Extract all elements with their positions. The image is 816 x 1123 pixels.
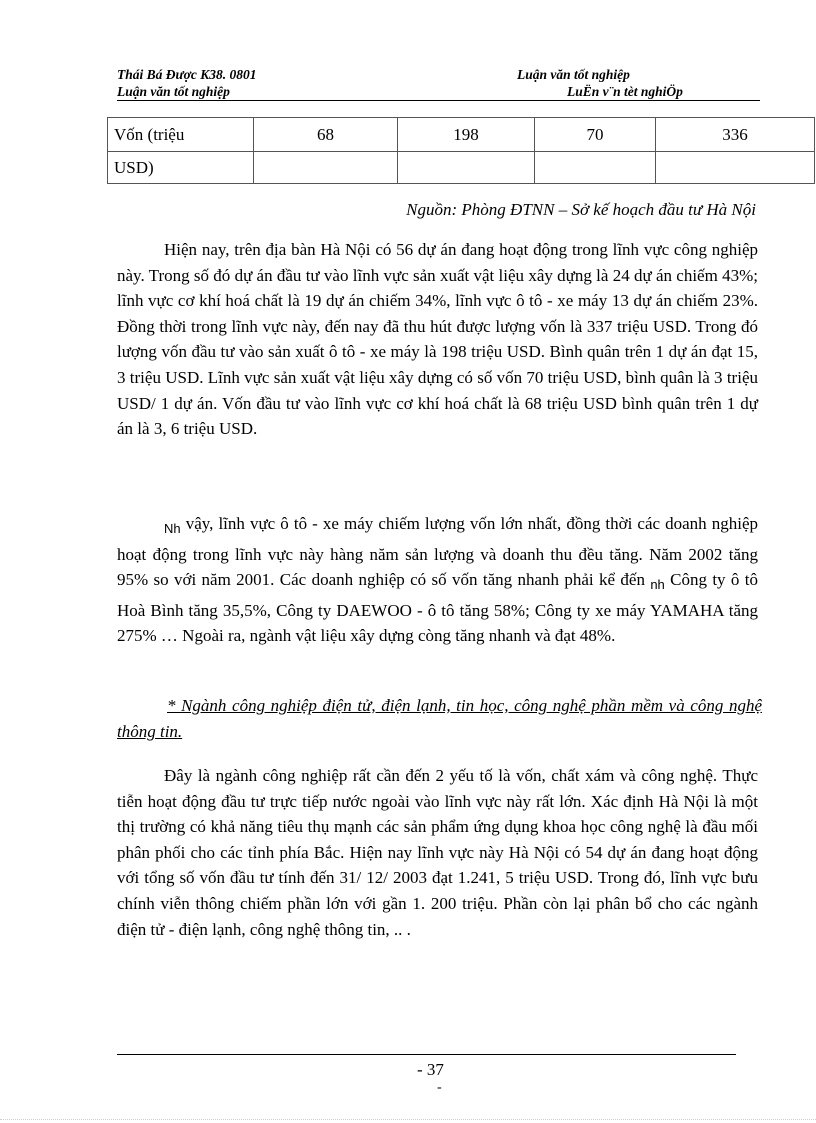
table-row: [108, 118, 815, 152]
page-bottom-border: [0, 1119, 816, 1120]
page-number: - 37: [417, 1060, 444, 1079]
artifact-nh: nh: [650, 577, 665, 593]
table-cell: 198: [398, 118, 535, 152]
paragraph-automotive-capital: [117, 511, 758, 649]
paragraph-text: vậy, lĩnh vực ô tô - xe máy chiếm lượng vốn lớn nhất, đồng thời các doanh nghiệp hoạt động trong lĩnh vực này hàng năm sản lượng và doanh thu đều tăng. Năm 2002 tăng 95% so với năm 2001. Các doanh nghiệp có số vốn tăng nhanh phải kể đến: [117, 514, 758, 590]
table-label: Vốn (triệu: [108, 118, 254, 152]
table-cell: 68: [254, 118, 398, 152]
header-title-left: Luận văn tốt nghiệp: [117, 84, 230, 99]
table-label-cont: USD): [108, 152, 254, 184]
header-rule: [117, 100, 760, 101]
artifact-nh: Nh: [164, 521, 181, 536]
paragraph-automotive-industry: Hiện nay, trên địa bàn Hà Nội có 56 dự án đang hoạt động trong lĩnh vực công nghiệp này. Trong số đó dự án đầu tư vào lĩnh vực sản xuất vật liệu xây dựng là 24 dự án chiếm 43%; lĩnh vực cơ khí hoá chất là 19 dự án chiếm 34%, lĩnh vực ô tô - xe máy 13 dự án chiếm 23%. Đồng thời trong lĩnh vực này, đến nay đã thu hút được lượng vốn là 337 triệu USD. Trong đó lượng vốn đầu tư vào sản xuất ô tô - xe máy là 198 triệu USD. Bình quân trên 1 dự án đạt 15, 3 triệu USD. Lĩnh vực sản xuất vật liệu xây dựng có số vốn 70 triệu USD, bình quân là 3 triệu USD/ 1 dự án. Vốn đầu tư vào lĩnh vực cơ khí hoá chất là 68 triệu USD bình quân trên 1 dự án là 3, 6 triệu USD.: [117, 240, 758, 439]
table-cell-empty: [656, 152, 815, 184]
paragraph-text: Công ty ô tô Hoà Bình tăng 35,5%, Công ty DAEWOO - ô tô tăng 58%; Công ty xe máy YAMAHA tăng 275% … Ngoài ra, ngành vật liệu xây dựng còng tăng nhanh và đạt 48%.: [117, 570, 758, 646]
header-title-garbled: LuËn v¨n tèt nghiÖp: [567, 84, 683, 99]
table-cell-empty: [254, 152, 398, 184]
header-author: Thái Bá Được K38. 0801: [117, 67, 257, 82]
header-title-right: Luận văn tốt nghiệp: [517, 67, 630, 82]
table-cell-empty: [398, 152, 535, 184]
paragraph-electronics-industry: Đây là ngành công nghiệp rất cần đến 2 yếu tố là vốn, chất xám và công nghệ. Thực tiễn hoạt động đầu tư trực tiếp nước ngoài vào lĩnh vực này rất lớn. Xác định Hà Nội là một thị trường có khả năng tiêu thụ mạnh các sản phẩm ứng dụng khoa học công nghệ là đầu mối phân phối cho các tỉnh phía Bắc. Hiện nay lĩnh vực này Hà Nội có 54 dự án đang hoạt động với tổng số vốn đầu tư tính đến 31/ 12/ 2003 đạt 1.241, 5 triệu USD. Trong đó, lĩnh vực bưu chính viễn thông chiếm phần lớn với gần 1. 200 triệu. Phần còn lại phân bổ cho các ngành điện tử - điện lạnh, công nghệ thông tin, .. .: [117, 766, 758, 939]
source-note: Nguồn: Phòng ĐTNN – Sở kế hoạch đầu tư Hà Nội: [406, 200, 756, 219]
footer-rule: [117, 1054, 736, 1055]
table-cell: 336: [656, 118, 815, 152]
section-heading: * Ngành công nghiệp điện tử, điện lạnh, tin học, công nghệ phần mềm và công nghệ thông tin.: [117, 696, 762, 741]
page-number-dash: -: [437, 1080, 442, 1095]
capital-table: [107, 117, 815, 184]
table-row: [108, 152, 815, 184]
table-cell: 70: [535, 118, 656, 152]
table-cell-empty: [535, 152, 656, 184]
